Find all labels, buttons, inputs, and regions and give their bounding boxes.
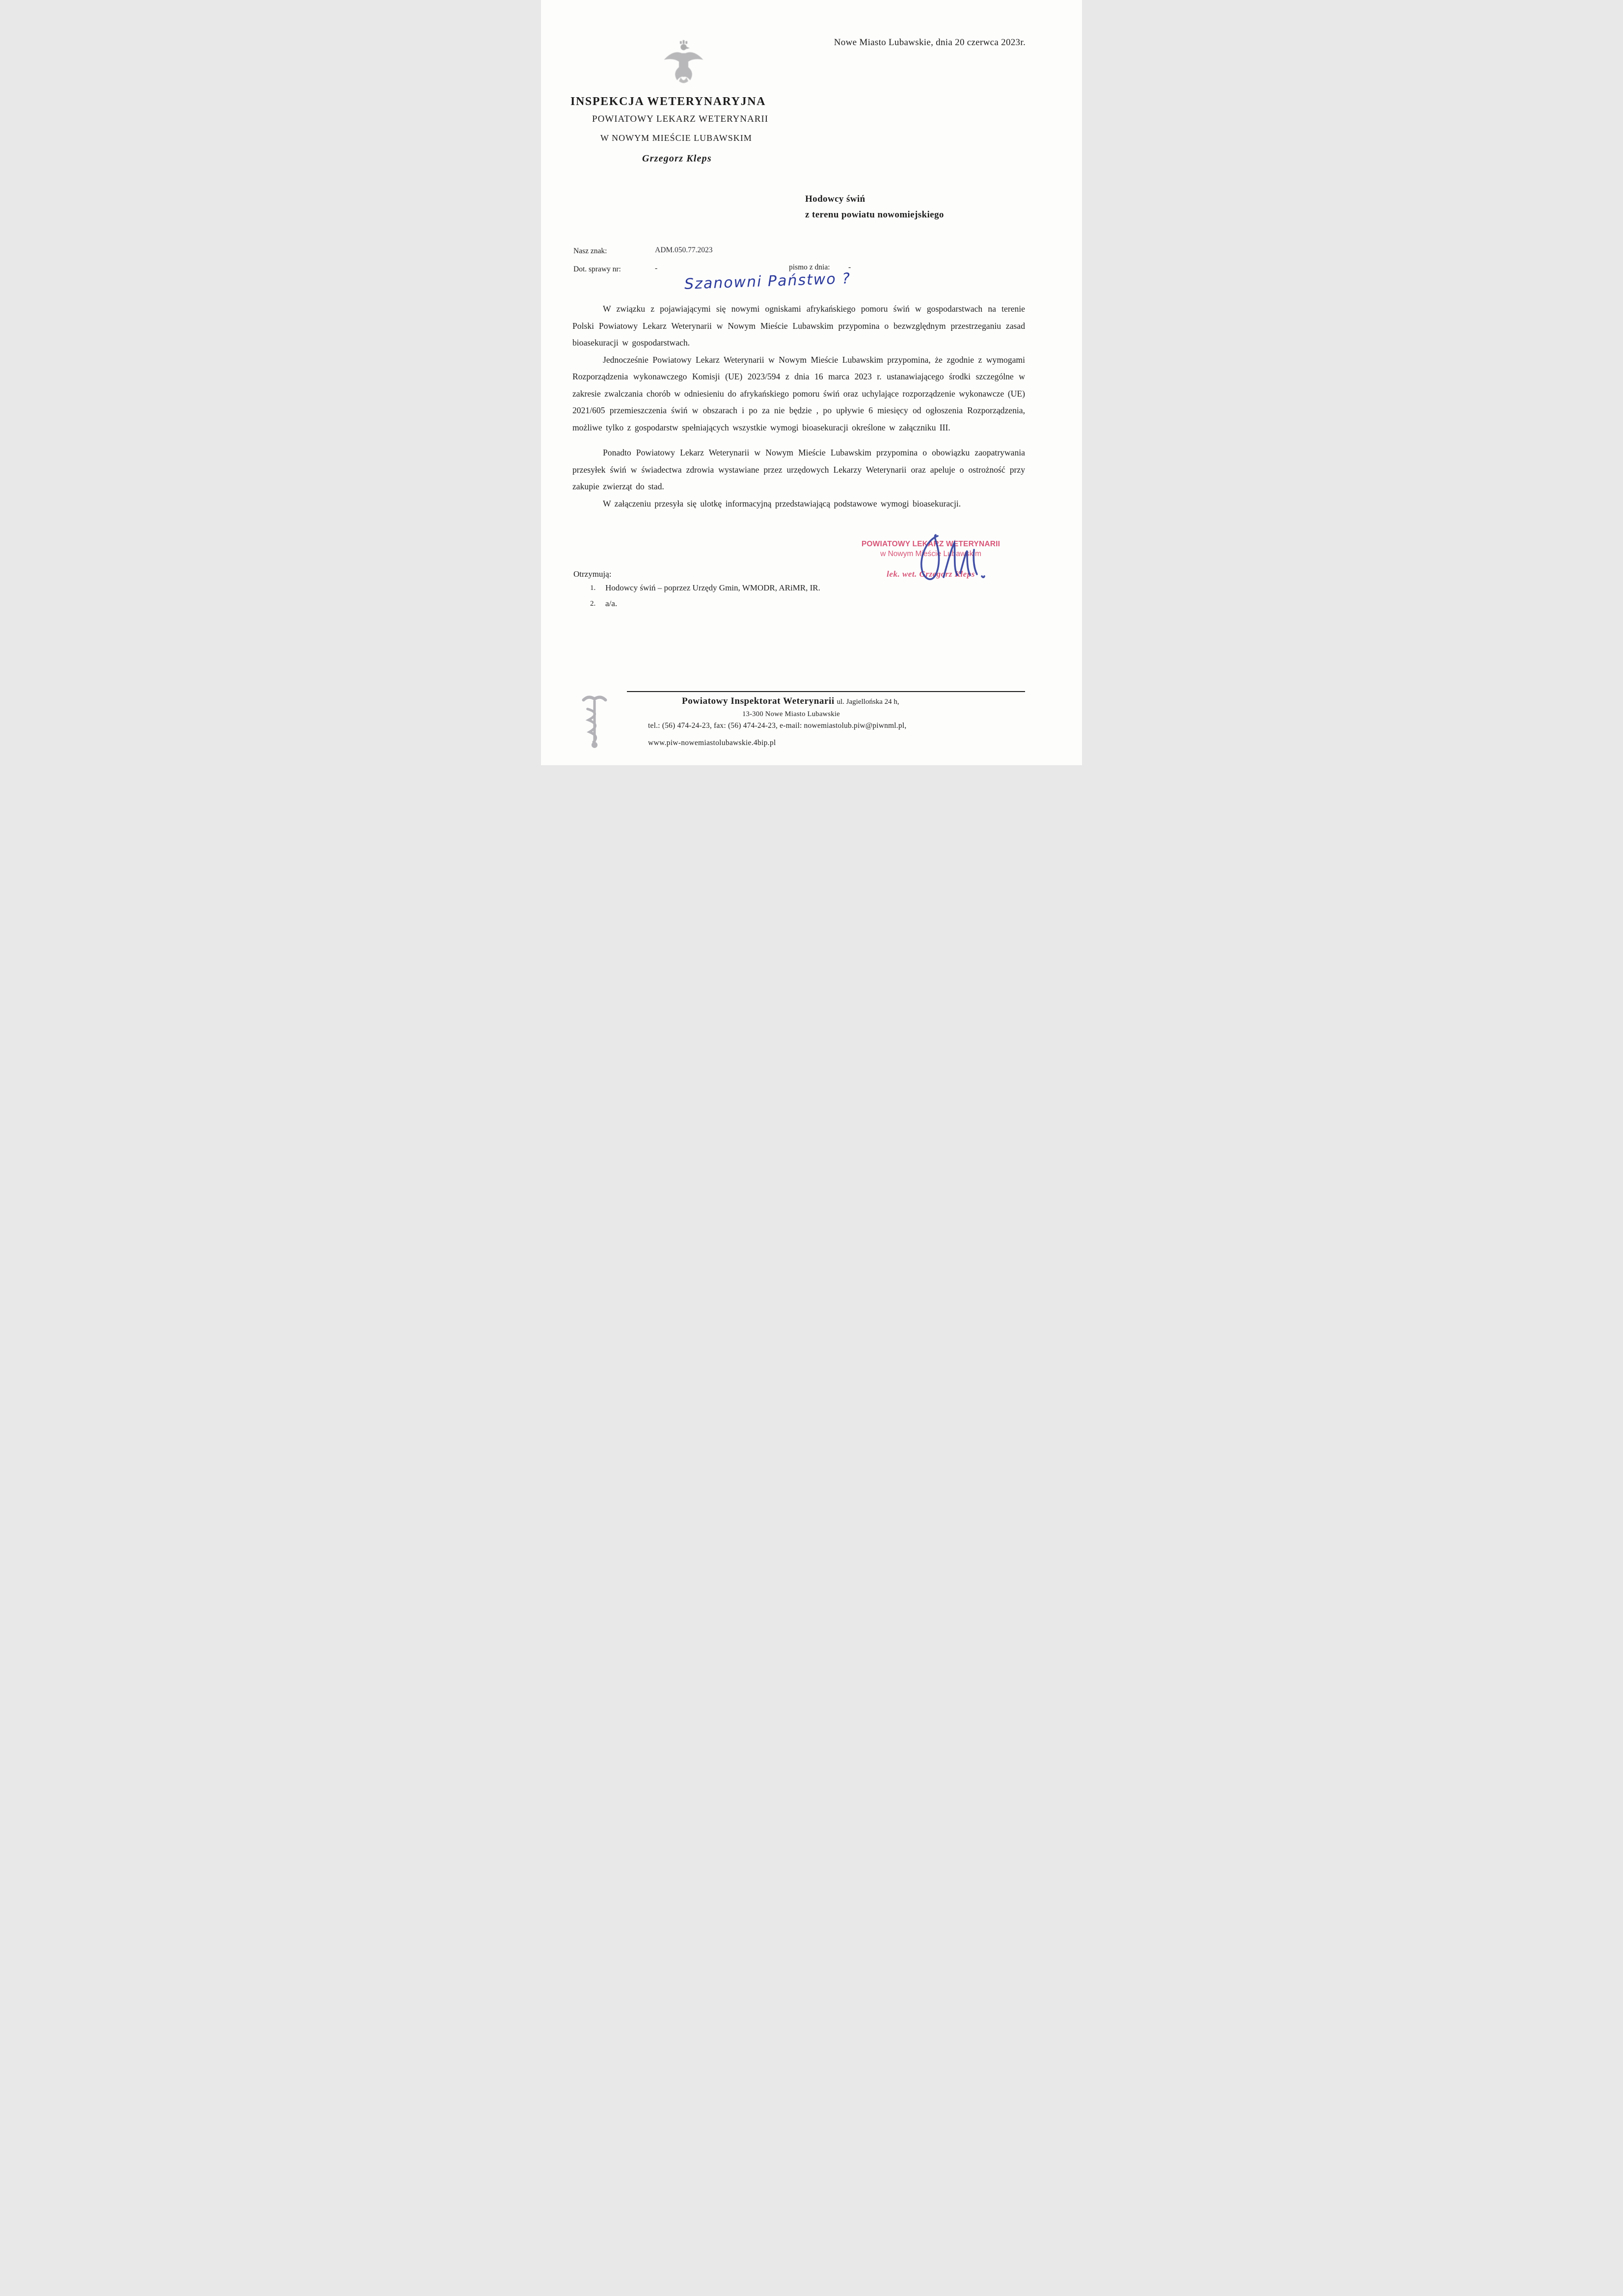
stamp-line-3: lek. wet. Grzegorz Kleps bbox=[887, 569, 975, 579]
stamp-line-2: w Nowym Mieście Lubawskim bbox=[880, 550, 981, 558]
distribution-item-2-number: 2. bbox=[590, 600, 596, 608]
paragraph-4: W załączeniu przesyła się ulotkę informacyjną przedstawiającą podstawowe wymogi bioasekuracji. bbox=[603, 498, 961, 508]
paragraph-1: W związku z pojawiającymi się nowymi ogniskami afrykańskiego pomoru świń w gospodarstwach na terenie Polski Powiatowy Lekarz Weterynarii w Nowym Mieście Lubawskim przypomina o bezwzględnym przestrzeganiu zasad bioasekuracji w gospodarstwach. bbox=[572, 304, 1025, 347]
ref-letter-date-value: - bbox=[848, 263, 851, 271]
ref-our-mark-label: Nasz znak: bbox=[573, 247, 607, 255]
footer-website: www.piw-nowemiastolubawskie.4bip.pl bbox=[648, 739, 776, 747]
footer-org-line bbox=[682, 696, 899, 707]
footer-org-name: Powiatowy Inspektorat Weterynarii bbox=[682, 696, 835, 706]
distribution-label: Otrzymują: bbox=[573, 569, 612, 579]
handwritten-salutation: Szanowni Państwo ? bbox=[684, 270, 851, 293]
letterhead-person-name: Grzegorz Kleps bbox=[642, 153, 712, 164]
stamp-line-1: POWIATOWY LEKARZ WETERYNARII bbox=[861, 540, 1001, 548]
veterinary-staff-snake-icon bbox=[579, 694, 610, 749]
handwritten-signature bbox=[905, 529, 1003, 590]
footer-contact-line: tel.: (56) 474-24-23, fax: (56) 474-24-23, e-mail: nowemiastolub.piw@piwnml.pl, bbox=[648, 721, 907, 730]
ref-our-mark-value: ADM.050.77.2023 bbox=[655, 246, 713, 254]
distribution-item-1: Hodowcy świń – poprzez Urzędy Gmin, WMODR, ARiMR, IR. bbox=[605, 583, 820, 592]
addressee-line-1: Hodowcy świń bbox=[805, 194, 866, 204]
letterhead-org-name: INSPEKCJA WETERYNARYJNA bbox=[570, 95, 766, 108]
footer-divider bbox=[627, 691, 1025, 692]
footer-street: ul. Jagiellońska 24 h, bbox=[837, 698, 899, 706]
scanned-letter-page bbox=[541, 0, 1082, 765]
ref-case-number-value: - bbox=[655, 264, 658, 272]
paragraph-3: Ponadto Powiatowy Lekarz Weterynarii w Nowym Mieście Lubawskim przypomina o obowiązku zaopatrywania przesyłek świń w świadectwa zdrowia wystawiane przez urzędowych Lekarzy Weterynarii oraz apeluje o ostrożność przy zakupie zwierząt do stad. bbox=[572, 448, 1025, 491]
ref-letter-date-label: pismo z dnia: bbox=[789, 263, 830, 271]
letter-body bbox=[572, 300, 1025, 512]
footer-city: 13-300 Nowe Miasto Lubawskie bbox=[742, 710, 840, 718]
distribution-item-2: a/a. bbox=[605, 599, 618, 608]
ref-case-number-label: Dot. sprawy nr: bbox=[573, 265, 621, 273]
addressee-line-2: z terenu powiatu nowomiejskiego bbox=[805, 210, 944, 220]
letterhead-office-title: POWIATOWY LEKARZ WETERYNARII bbox=[592, 114, 769, 124]
letterhead-office-city: W NOWYM MIEŚCIE LUBAWSKIM bbox=[600, 133, 752, 143]
distribution-item-1-number: 1. bbox=[590, 584, 596, 592]
paragraph-2: Jednocześnie Powiatowy Lekarz Weterynarii w Nowym Mieście Lubawskim przypomina, że zgodnie z wymogami Rozporządzenia wykonawczego Komisji (UE) 2023/594 z dnia 16 marca 2023 r. ustanawiającego środki szczególne w zakresie zwalczania chorób w odniesieniu do afrykańskiego pomoru świń oraz uchylające rozporządzenie wykonawcze (UE) 2021/605 przemieszczenia świń w obszarach i po za nie będzie , po upływie 6 miesięcy od ogłoszenia Rozporządzenia, możliwe tylko z gospodarstw spełniających wszystkie wymogi bioasekuracji określone w załączniku III. bbox=[572, 354, 1025, 432]
date-line: Nowe Miasto Lubawskie, dnia 20 czerwca 2023r. bbox=[834, 37, 1026, 48]
